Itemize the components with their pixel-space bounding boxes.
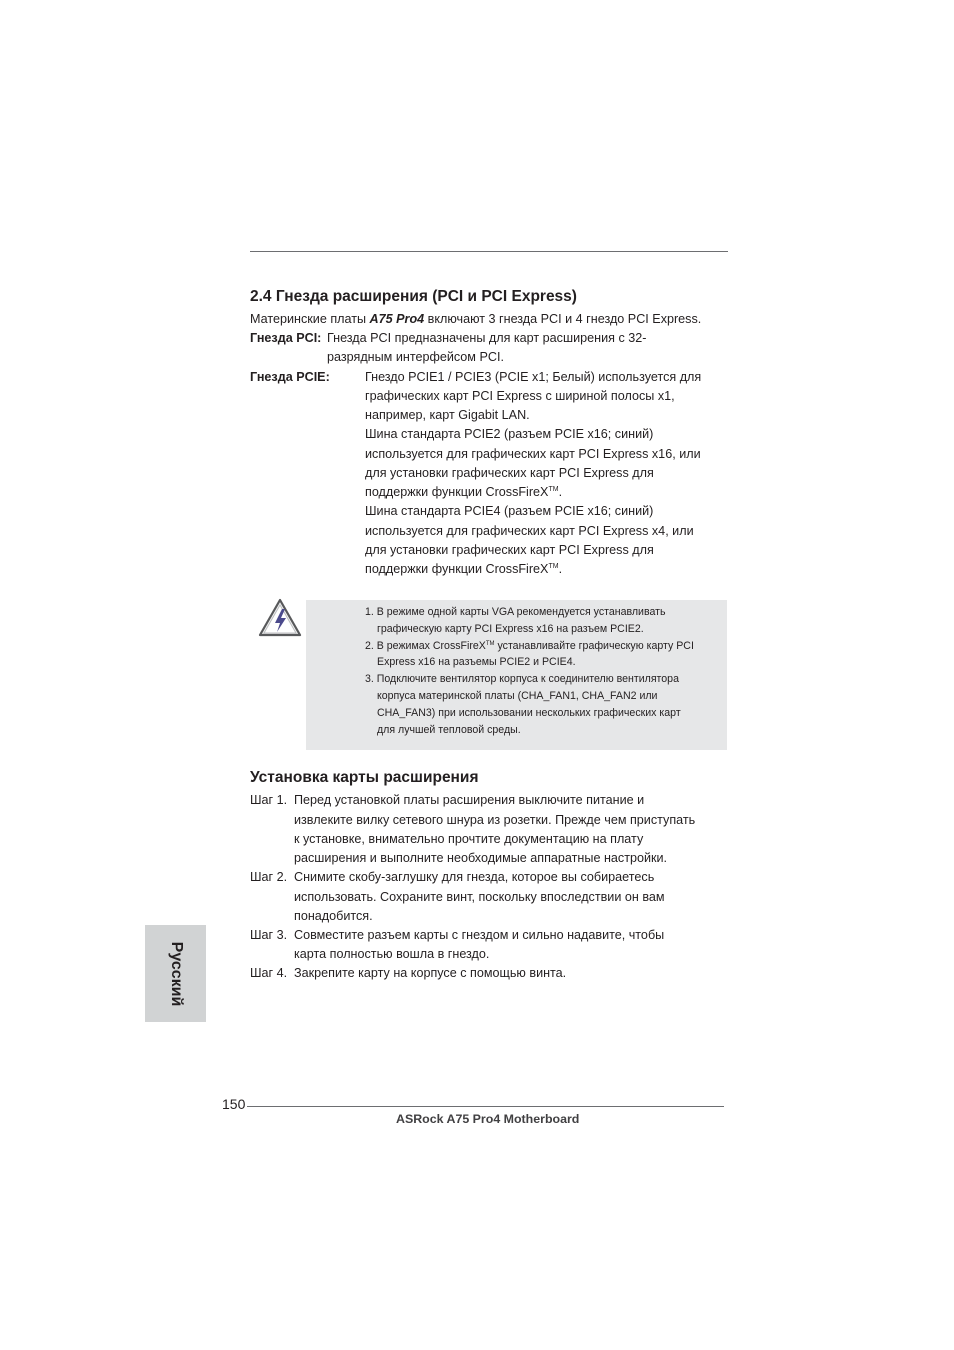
intro-prefix: Материнские платы [250,312,370,326]
pci-label: Гнезда PCI: [250,331,322,345]
note-2-line-1 [365,639,694,653]
pcie-line-11 [365,561,562,577]
step-3-label: Шаг 3. [250,928,288,942]
pcie-label: Гнезда PCIE: [250,370,330,384]
trademark: TM [548,486,559,493]
note-2-line-2: Express x16 на разъемы PCIE2 и PCIE4. [377,656,576,668]
pcie-line-5: используется для графических карт PCI Express x16, или [365,447,701,461]
trademark: TM [548,563,559,570]
pcie-line-9: используется для графических карт PCI Express x4, или [365,524,694,538]
pci-line-2: разрядным интерфейсом PCI. [327,350,504,364]
note-2-text-a: 2. В режимах CrossFireX [365,640,486,652]
step-1-line-3: к установке, внимательно прочтите документацию на плату [294,832,644,846]
intro-text [250,311,701,327]
pcie-line-3: например, карт Gigabit LAN. [365,408,530,422]
note-2-text-b: устанавливайте графическую карту PCI [494,640,694,652]
step-2-line-2: использовать. Сохраните винт, поскольку впоследствии он вам [294,890,665,904]
step-2-line-3: понадобится. [294,909,373,923]
pcie-line-2: графических карт PCI Express с шириной полосы x1, [365,389,675,403]
intro-suffix: включают 3 гнезда PCI и 4 гнездо PCI Express. [424,312,702,326]
note-3-line-2: корпуса материнской платы (CHA_FAN1, CHA_FAN2 или [377,690,658,702]
pcie-line-11-text: поддержки функции CrossFireX [365,562,549,576]
install-title: Установка карты расширения [250,769,479,786]
period: . [558,562,563,576]
pci-line-1: Гнезда PCI предназначены для карт расширения с 32- [327,331,647,345]
page-number: 150 [222,1096,246,1112]
footer-divider [247,1106,724,1107]
period: . [558,485,563,499]
pcie-line-4: Шина стандарта PCIE2 (разъем PCIE x16; синий) [365,427,654,441]
step-1-line-2: извлеките вилку сетевого шнура из розетки. Прежде чем приступать [294,813,696,827]
language-tab-label: Русский [167,941,185,1006]
pcie-line-6: для установки графических карт PCI Express для [365,466,654,480]
top-divider [250,251,728,252]
step-2-label: Шаг 2. [250,870,288,884]
step-2-line-1: Снимите скобу-заглушку для гнезда, которое вы собираетесь [294,870,655,884]
warning-icon [258,598,302,638]
step-3-line-1: Совместите разъем карты с гнездом и сильно надавите, чтобы [294,928,665,942]
pcie-line-7-text: поддержки функции CrossFireX [365,485,549,499]
language-tab [145,925,206,1022]
note-3-line-3: CHA_FAN3) при использовании нескольких графических карт [377,707,681,719]
step-3-line-2: карта полностью вошла в гнездо. [294,947,490,961]
pcie-line-1: Гнездо PCIE1 / PCIE3 (PCIE x1; Белый) используется для [365,370,702,384]
trademark: TM [485,641,495,647]
step-4-line-1: Закрепите карту на корпусе с помощью винта. [294,966,567,980]
section-title: 2.4 Гнезда расширения (PCI и PCI Express) [250,288,577,305]
note-3-line-1: 3. Подключите вентилятор корпуса к соединителю вентилятора [365,673,679,685]
step-1-line-4: расширения и выполните необходимые аппаратные настройки. [294,851,668,865]
pcie-line-7 [365,484,562,500]
footer-product: ASRock A75 Pro4 Motherboard [396,1112,580,1126]
note-3-line-4: для лучшей тепловой среды. [377,724,521,736]
note-1-line-1: 1. В режиме одной карты VGA рекомендуется устанавливать [365,606,666,618]
pcie-line-10: для установки графических карт PCI Express для [365,543,654,557]
step-1-label: Шаг 1. [250,793,288,807]
step-4-label: Шаг 4. [250,966,288,980]
note-1-line-2: графическую карту PCI Express x16 на разъем PCIE2. [377,623,644,635]
pcie-line-8: Шина стандарта PCIE4 (разъем PCIE x16; синий) [365,504,654,518]
step-1-line-1: Перед установкой платы расширения выключите питание и [294,793,645,807]
intro-model: A75 Pro4 [369,312,425,326]
